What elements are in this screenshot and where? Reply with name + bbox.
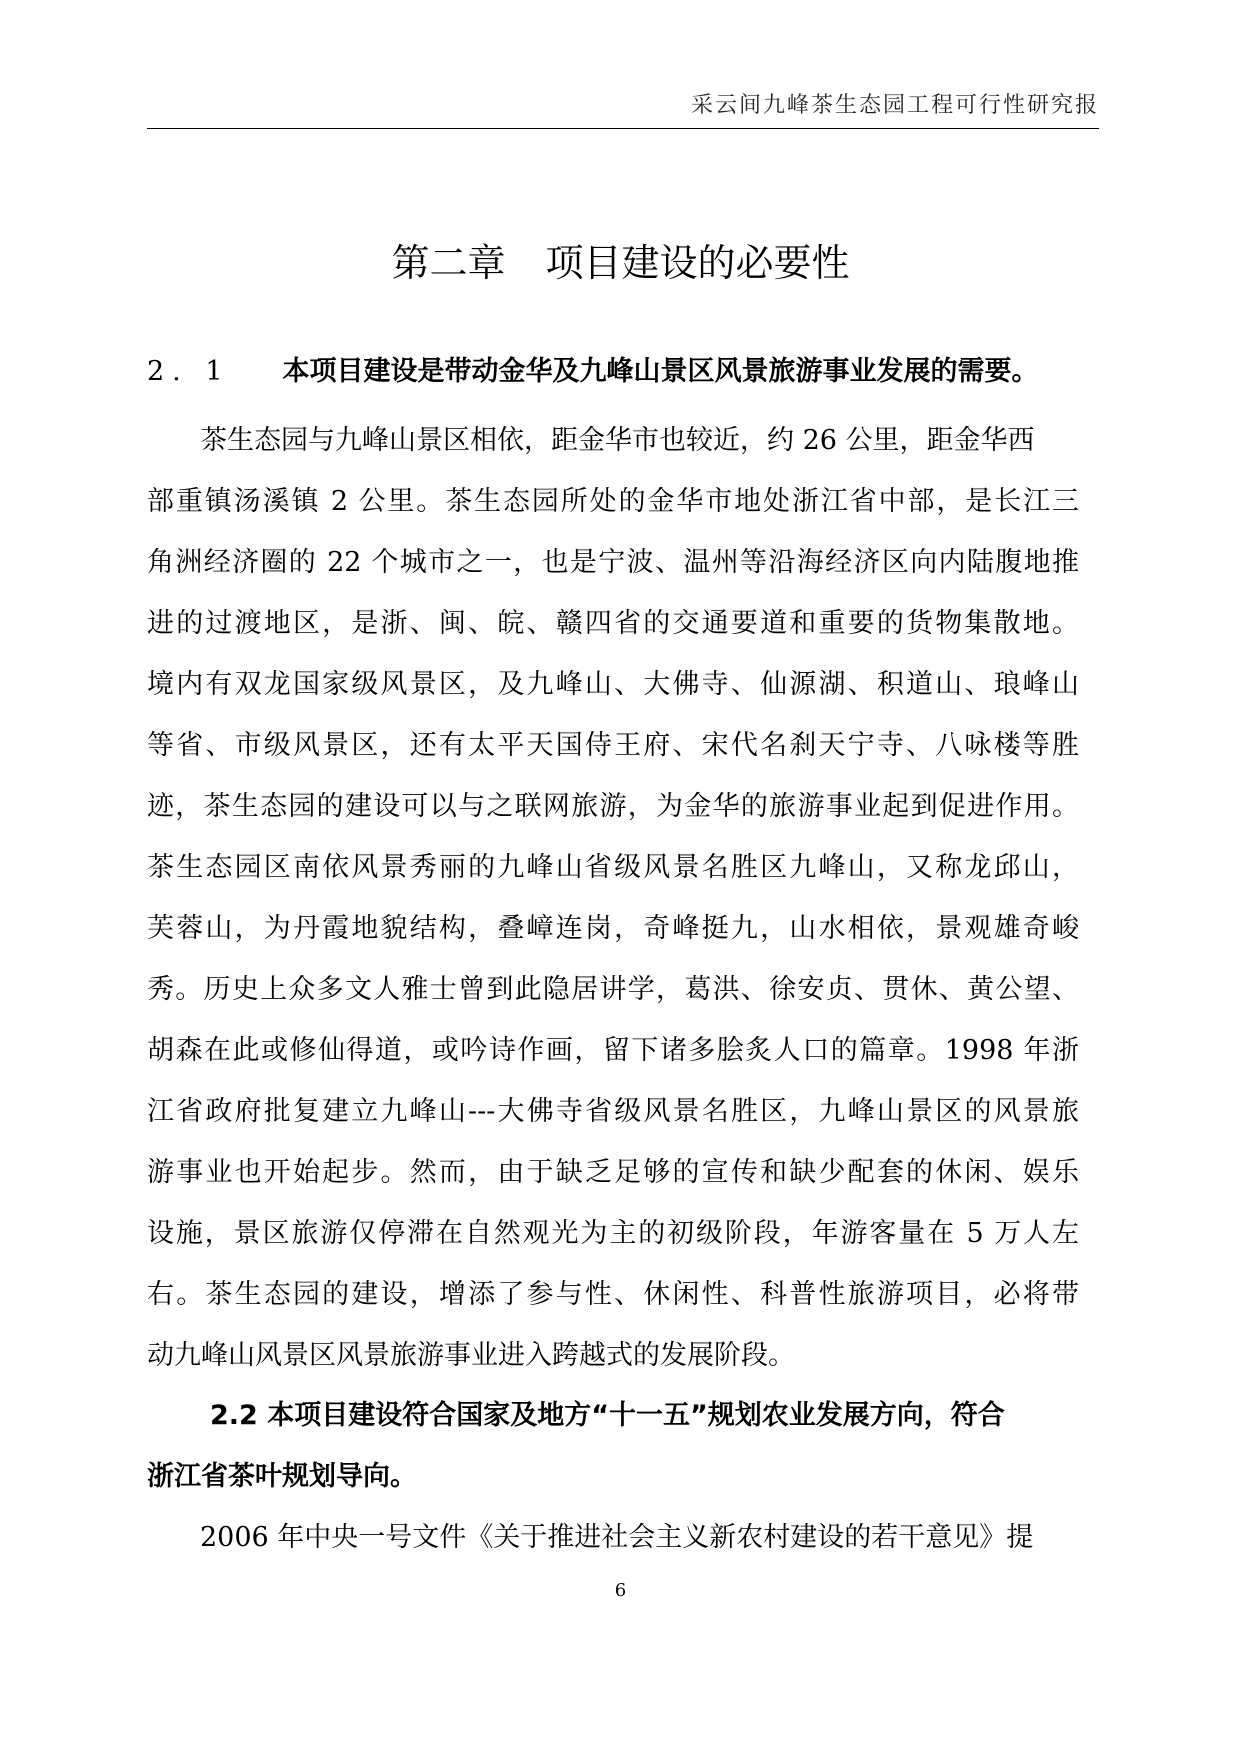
paragraph-line: 动九峰山风景区风景旅游事业进入跨越式的发展阶段。 (147, 1340, 795, 1371)
paragraph-line: 境内有双龙国家级风景区，及九峰山、大佛寺、仙源湖、积道山、琅峰山 (147, 669, 1079, 700)
paragraph-line: 角洲经济圈的 22 个城市之一，也是宁波、温州等沿海经济区向内陆腹地推 (147, 547, 1079, 578)
paragraph-line: 2006 年中央一号文件《关于推进社会主义新农村建设的若干意见》提 (200, 1522, 1034, 1553)
paragraph-line: 秀。历史上众多文人雅士曾到此隐居讲学，葛洪、徐安贞、贯休、黄公望、 (147, 974, 1079, 1005)
paragraph-line: 茶生态园与九峰山景区相依，距金华市也较近，约 26 公里，距金华西 (200, 425, 1035, 456)
running-header: 采云间九峰茶生态园工程可行性研究报 (690, 93, 1099, 118)
paragraph-line: 江省政府批复建立九峰山---大佛寺省级风景名胜区，九峰山景区的风景旅 (147, 1096, 1079, 1127)
chapter-title: 项目建设的必要性 (545, 241, 850, 285)
paragraph-line: 迹，茶生态园的建设可以与之联网旅游，为金华的旅游事业起到促进作用。 (147, 791, 1079, 822)
section-1-heading (147, 349, 1039, 388)
paragraph-line: 进的过渡地区，是浙、闽、皖、赣四省的交通要道和重要的货物集散地。 (147, 608, 1079, 639)
page-number: 6 (614, 1580, 627, 1601)
section-2-heading-continued: 浙江省茶叶规划导向。 (147, 1461, 417, 1492)
paragraph-line: 芙蓉山，为丹霞地貌结构，叠嶂连岗，奇峰挺九，山水相依，景观雄奇峻 (147, 913, 1079, 944)
section-1-number: 2. 1 (147, 356, 231, 387)
paragraph-line: 部重镇汤溪镇 2 公里。茶生态园所处的金华市地处浙江省中部，是长江三 (147, 486, 1079, 517)
paragraph-line: 等省、市级风景区，还有太平天国侍王府、宋代名刹天宁寺、八咏楼等胜 (147, 730, 1079, 761)
chapter-heading (0, 232, 1241, 287)
paragraph-line: 胡森在此或修仙得道，或吟诗作画，留下诸多脍炙人口的篇章。1998 年浙 (147, 1035, 1079, 1066)
paragraph-line: 游事业也开始起步。然而，由于缺乏足够的宣传和缺少配套的休闲、娱乐 (147, 1157, 1079, 1188)
header-rule (147, 128, 1099, 129)
section-1-title: 本项目建设是带动金华及九峰山景区风景旅游事业发展的需要。 (282, 356, 1039, 387)
paragraph-line: 茶生态园区南依风景秀丽的九峰山省级风景名胜区九峰山，又称龙邱山， (147, 852, 1079, 883)
paragraph-line: 右。茶生态园的建设，增添了参与性、休闲性、科普性旅游项目，必将带 (147, 1279, 1079, 1310)
section-2-heading: 2.2 本项目建设符合国家及地方“十一五”规划农业发展方向，符合 (210, 1400, 1005, 1431)
paragraph-line: 设施，景区旅游仅停滞在自然观光为主的初级阶段，年游客量在 5 万人左 (147, 1218, 1079, 1249)
chapter-number: 第二章 (391, 241, 506, 285)
